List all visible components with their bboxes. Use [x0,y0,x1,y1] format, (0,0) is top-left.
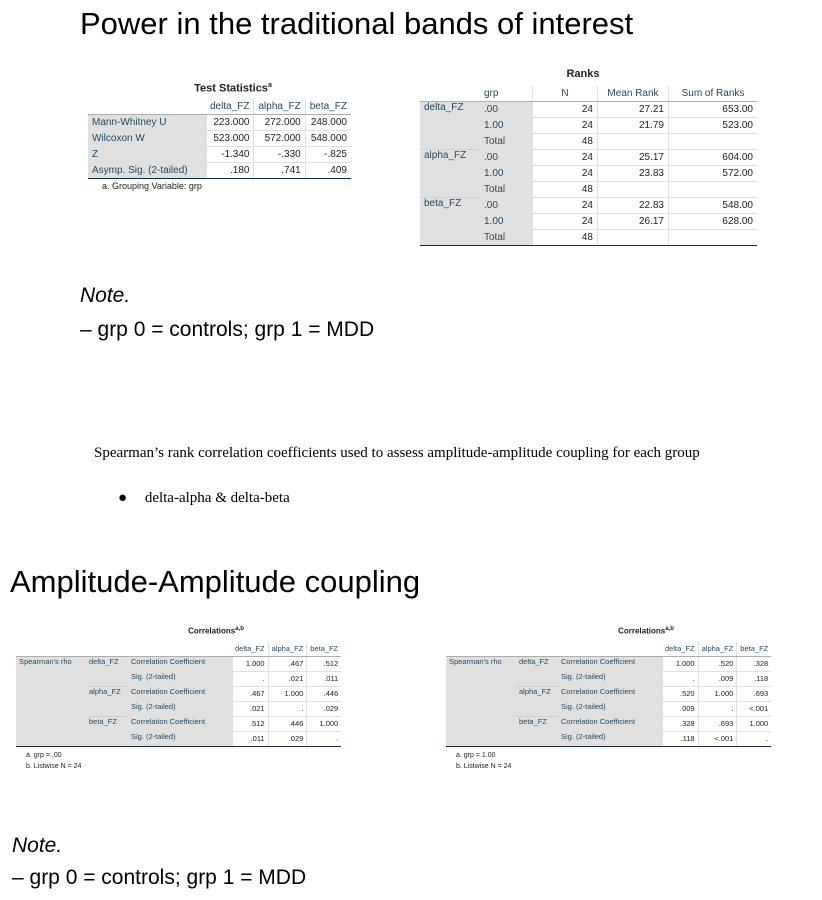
row-label: Sig. (2-tailed) [558,731,662,746]
cell [598,134,669,150]
cell: .118 [662,731,698,746]
table-row [88,162,351,178]
cell: 572.000 [254,130,305,146]
cell: 548.00 [669,198,758,214]
table-row [420,198,757,214]
row-label: Correlation Coefficient [128,686,232,701]
cell [598,182,669,198]
correlations-right-block [446,626,822,772]
corr-right-table [446,642,771,747]
table-row [88,146,351,162]
cell: 48 [533,134,598,150]
table-row [88,114,351,130]
cell: 628.00 [669,214,758,230]
cell: .512 [307,656,341,671]
cell: -.825 [305,146,351,162]
cell: 1.000 [737,716,771,731]
row-group-label: delta_FZ [86,656,128,686]
row-label: Asymp. Sig. (2-tailed) [88,162,206,178]
ranks-table [420,86,757,246]
row-label: Total [480,230,533,246]
row-label: Sig. (2-tailed) [128,701,232,716]
row-label: 1.00 [480,118,533,134]
cell: 572.00 [669,166,758,182]
cell: . [232,671,268,686]
row-group-label: beta_FZ [516,716,558,746]
row-group-label: alpha_FZ [86,686,128,716]
cell: . [698,701,737,716]
test-statistics-title: Test Statistics$^a$ [194,82,272,95]
row-label: Correlation Coefficient [128,716,232,731]
row-label: .00 [480,150,533,166]
col-header: Sum of Ranks [669,86,758,102]
col-header: beta_FZ [305,99,351,115]
cell: -1.340 [206,146,254,162]
cell: 1.000 [268,686,307,701]
cell: .009 [698,671,737,686]
cell: 48 [533,230,598,246]
table-row [16,656,341,671]
cell: .328 [662,716,698,731]
cell: 24 [533,166,598,182]
cell: .512 [232,716,268,731]
method-label: Spearman's rho [16,656,86,746]
cell: .118 [737,671,771,686]
cell: .446 [307,686,341,701]
cell: 1.000 [232,656,268,671]
row-label: .00 [480,198,533,214]
cell [598,230,669,246]
bullet-dot-icon: ● [118,490,128,506]
col-header: alpha_FZ [254,99,305,115]
row-label: Correlation Coefficient [558,686,662,701]
corr-left-table [16,642,341,747]
cell: .328 [737,656,771,671]
cell: 604.00 [669,150,758,166]
cell: .467 [232,686,268,701]
col-header: alpha_FZ [268,642,307,657]
cell: 24 [533,118,598,134]
cell [669,182,758,198]
row-label: Sig. (2-tailed) [558,671,662,686]
cell: .021 [268,671,307,686]
row-label: Correlation Coefficient [128,656,232,671]
test-statistics-table [88,99,351,179]
cell: .693 [737,686,771,701]
corr-right-title: Correlations$^{a,b}$ [618,626,674,636]
section-title-power: Power in the traditional bands of interest [80,6,634,41]
cell: .446 [268,716,307,731]
test-statistics-block [88,82,378,191]
ranks-block [420,68,757,246]
table-row [420,150,757,166]
cell: .741 [254,162,305,178]
cell: .029 [307,701,341,716]
cell: 1.000 [698,686,737,701]
cell: 272.000 [254,114,305,130]
col-header: Mean Rank [598,86,669,102]
row-label: .00 [480,102,533,118]
row-label: Sig. (2-tailed) [128,731,232,746]
cell: 248.000 [305,114,351,130]
cell: .021 [232,701,268,716]
row-label: Correlation Coefficient [558,656,662,671]
cell: .180 [206,162,254,178]
col-header: delta_FZ [206,99,254,115]
cell: . [307,731,341,746]
cell: 21.79 [598,118,669,134]
note-label: Note. [80,284,131,307]
row-label: Mann-Whitney U [88,114,206,130]
row-group-label: beta_FZ [420,198,480,246]
test-statistics-footnote: a. Grouping Variable: grp [102,180,202,191]
corr-left-footnote-a: a. grp = .00 [26,751,62,759]
cell: 23.83 [598,166,669,182]
cell: 24 [533,102,598,118]
bullet-text: delta-alpha & delta-beta [144,490,290,506]
col-header: delta_FZ [662,642,698,657]
note-label-2: Note. [12,834,63,857]
row-group-label: alpha_FZ [516,686,558,716]
row-label: Sig. (2-tailed) [558,701,662,716]
row-group-label: alpha_FZ [420,150,480,198]
cell: .520 [662,686,698,701]
cell: 523.00 [669,118,758,134]
cell: -.330 [254,146,305,162]
col-header: alpha_FZ [698,642,737,657]
cell: .693 [698,716,737,731]
row-label: Total [480,134,533,150]
cell: .520 [698,656,737,671]
table-row [420,102,757,118]
cell: .029 [268,731,307,746]
corr-right-footnote-a: a. grp = 1.00 [456,751,496,759]
corr-right-footnote-b: b. Listwise N = 24 [456,762,512,770]
col-header: grp [480,86,533,102]
cell [669,230,758,246]
note-text: – grp 0 = controls; grp 1 = MDD [80,318,375,341]
table-row [446,656,771,671]
cell: <.001 [698,731,737,746]
row-label: 1.00 [480,166,533,182]
cell: 24 [533,150,598,166]
section-title-coupling: Amplitude-Amplitude coupling [10,564,421,599]
cell: 26.17 [598,214,669,230]
table-row [88,130,351,146]
method-label: Spearman's rho [446,656,516,746]
row-label: Total [480,182,533,198]
bullet-item [118,490,290,507]
corr-left-title: Correlations$^{a,b}$ [188,626,244,636]
col-header: beta_FZ [737,642,771,657]
cell: 22.83 [598,198,669,214]
col-header: beta_FZ [307,642,341,657]
method-paragraph: Spearman’s rank correlation coefficients used to assess amplitude-amplitude coupling for each group [94,445,700,461]
note-text-2: – grp 0 = controls; grp 1 = MDD [12,866,307,889]
cell: . [662,671,698,686]
row-label: Sig. (2-tailed) [128,671,232,686]
cell: 27.21 [598,102,669,118]
cell: 1.000 [662,656,698,671]
row-label: Correlation Coefficient [558,716,662,731]
correlations-left-block [16,626,396,772]
cell: . [268,701,307,716]
cell: 24 [533,214,598,230]
col-header: delta_FZ [232,642,268,657]
cell: 223.000 [206,114,254,130]
row-label: 1.00 [480,214,533,230]
cell: 523.000 [206,130,254,146]
col-header: N [533,86,598,102]
cell: .011 [307,671,341,686]
cell: .009 [662,701,698,716]
row-label: Z [88,146,206,162]
ranks-title: Ranks [566,68,600,80]
cell: 548.000 [305,130,351,146]
cell: 24 [533,198,598,214]
cell: 25.17 [598,150,669,166]
cell: <.001 [737,701,771,716]
row-group-label: delta_FZ [516,656,558,686]
cell: . [737,731,771,746]
cell: 653.00 [669,102,758,118]
cell: 1.000 [307,716,341,731]
row-label: Wilcoxon W [88,130,206,146]
corr-left-footnote-b: b. Listwise N = 24 [26,762,82,770]
cell [669,134,758,150]
cell: .011 [232,731,268,746]
row-group-label: delta_FZ [420,102,480,150]
cell: 48 [533,182,598,198]
row-group-label: beta_FZ [86,716,128,746]
cell: .409 [305,162,351,178]
cell: .467 [268,656,307,671]
